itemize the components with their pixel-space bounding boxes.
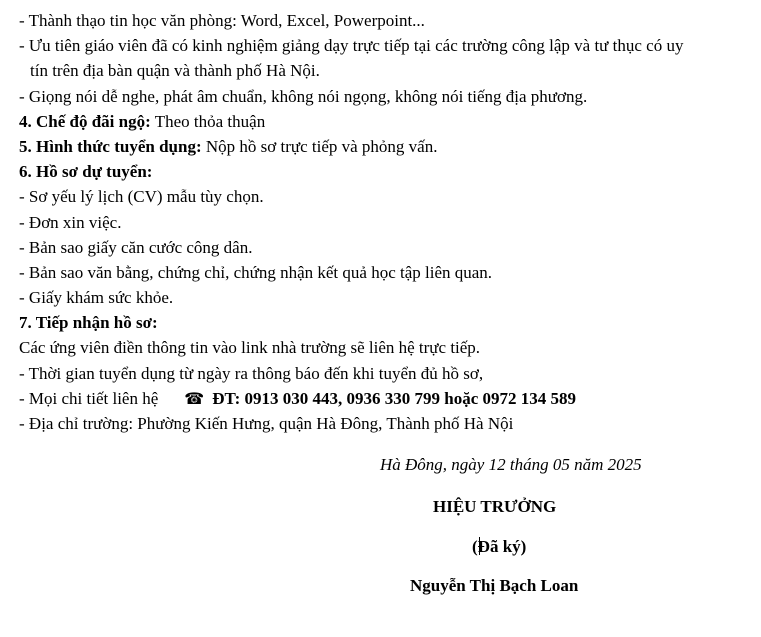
receipt-address: - Địa chỉ trường: Phường Kiến Hưng, quận Hà Đông, Thành phố Hà Nội: [19, 414, 514, 433]
section-benefits: [19, 109, 755, 134]
receipt-contact: [19, 386, 755, 411]
requirement-priority-line2: tín trên địa bàn quận và thành phố Hà Nội.: [30, 61, 320, 81]
requirement-priority-line1: - Ưu tiên giáo viên đã có kinh nghiệm giảng dạy trực tiếp tại các trường công lập và tư thục có uy: [19, 36, 684, 56]
requirement-voice: - Giọng nói dễ nghe, phát âm chuẩn, không nói ngọng, không nói tiếng địa phương.: [19, 86, 588, 106]
receipt-timeline: - Thời gian tuyển dụng từ ngày ra thông báo đến khi tuyển đủ hồ sơ,: [19, 363, 484, 383]
signature-name: Nguyễn Thị Bạch Loan: [410, 576, 579, 595]
signed-note-open: (: [472, 537, 478, 556]
signed-note-text: Đã ký): [477, 537, 527, 556]
signature-place-date: Hà Đông, ngày 12 tháng 05 năm 2025: [380, 455, 642, 474]
contact-phones: ĐT: 0913 030 443, 0936 330 799 hoặc 0972 134 589: [212, 388, 576, 408]
section-benefits-text: Theo thỏa thuận: [150, 111, 266, 131]
section-receipt-heading: 7. Tiếp nhận hồ sơ:: [19, 313, 158, 333]
contact-label: - Mọi chi tiết liên hệ: [19, 388, 159, 408]
receipt-intro: Các ứng viên điền thông tin vào link nhà trường sẽ liên hệ trực tiếp.: [19, 338, 481, 358]
section-benefits-heading: 4. Chế độ đãi ngộ:: [19, 111, 151, 131]
phone-icon: ☎: [184, 388, 205, 408]
section-application-heading: 6. Hồ sơ dự tuyển:: [19, 162, 153, 182]
application-item: - Bản sao giấy căn cước công dân.: [19, 237, 253, 257]
section-recruitment-form: [19, 134, 755, 159]
signature-signed-note: [472, 537, 526, 557]
section-recruitment-form-text: Nộp hồ sơ trực tiếp và phỏng vấn.: [201, 136, 438, 156]
application-item: - Giấy khám sức khỏe.: [19, 288, 174, 308]
document-body: [19, 8, 755, 436]
section-recruitment-form-heading: 5. Hình thức tuyển dụng:: [19, 136, 202, 156]
application-item: - Sơ yếu lý lịch (CV) mẫu tùy chọn.: [19, 187, 264, 207]
requirement-office-skills: - Thành thạo tin học văn phòng: Word, Excel, Powerpoint...: [19, 11, 425, 30]
application-item: - Bản sao văn bằng, chứng chỉ, chứng nhận kết quả học tập liên quan.: [19, 262, 493, 282]
signature-title: HIỆU TRƯỞNG: [433, 497, 557, 516]
application-item: - Đơn xin việc.: [19, 212, 122, 232]
